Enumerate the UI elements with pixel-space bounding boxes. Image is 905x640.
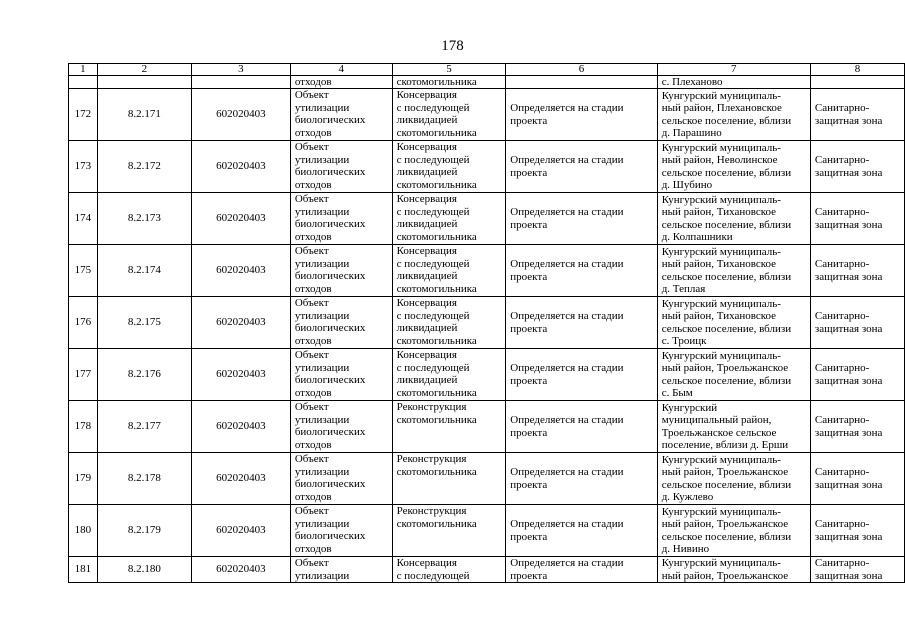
object-location-text: Кунгурский муниципаль- ный район, Тихановское сельское поселение, вблизи с. Троицк: [661, 297, 792, 347]
object-name-text: Объект утилизации биологических отходов: [294, 89, 366, 139]
objects-table: [68, 63, 905, 583]
object-name-text: Объект утилизации: [294, 557, 350, 582]
object-code-text: 8.2.175: [127, 316, 161, 329]
table-row: [69, 557, 905, 583]
row-number-text: 180: [74, 524, 92, 537]
object-zone-text: Санитарно- защитная зона: [814, 154, 883, 179]
object-action-text: Реконструкция скотомогильника: [396, 453, 477, 478]
object-term-text: Определяется на стадии проекта: [510, 102, 624, 127]
object-name: [290, 557, 392, 583]
table-row: [69, 89, 905, 141]
object-term: [506, 141, 657, 193]
object-location: [657, 505, 810, 557]
row-number-text: 174: [74, 212, 92, 225]
object-zone-text: Санитарно- защитная зона: [814, 206, 883, 231]
row-number-text: 176: [74, 316, 92, 329]
object-zone: [810, 76, 904, 89]
object-zone-text: Санитарно- защитная зона: [814, 102, 883, 127]
object-action-text: Реконструкция скотомогильника: [396, 401, 477, 426]
object-location-text: Кунгурский муниципаль- ный район, Тихановское сельское поселение, вблизи д. Колпашники: [661, 193, 792, 243]
object-term-text: Определяется на стадии проекта: [510, 258, 624, 283]
object-action-text: Консервация с последующей ликвидацией скотомогильника: [396, 349, 477, 399]
object-location: [657, 349, 810, 401]
object-action: [392, 245, 506, 297]
object-location-text: Кунгурский муниципальный район, Троельжанское сельское поселение, вблизи д. Ерши: [661, 401, 789, 451]
object-term: [506, 193, 657, 245]
classifier-code-text: 602020403: [216, 472, 266, 485]
row-number-text: 173: [74, 160, 92, 173]
object-name: [290, 89, 392, 141]
classifier-code: [192, 453, 291, 505]
object-zone: [810, 245, 904, 297]
object-action: [392, 297, 506, 349]
object-zone-text: Санитарно- защитная зона: [814, 414, 883, 439]
row-number-text: 172: [74, 108, 92, 121]
row-number: [69, 245, 98, 297]
object-location-text: Кунгурский муниципаль- ный район, Троельжанское сельское поселение, вблизи д. Кужлево: [661, 453, 792, 503]
object-zone: [810, 193, 904, 245]
row-number: [69, 401, 98, 453]
object-location: [657, 557, 810, 583]
object-action-text: Реконструкция скотомогильника: [396, 505, 477, 530]
continuation-row: [69, 76, 905, 89]
classifier-code: [192, 401, 291, 453]
object-action: [392, 193, 506, 245]
table-row: [69, 141, 905, 193]
object-name: [290, 193, 392, 245]
object-name-text: Объект утилизации биологических отходов: [294, 453, 366, 503]
object-term-text: Определяется на стадии проекта: [510, 414, 624, 439]
object-code-text: 8.2.176: [127, 368, 161, 381]
object-name-text: Объект утилизации биологических отходов: [294, 297, 366, 347]
object-action: [392, 401, 506, 453]
object-term-text: Определяется на стадии проекта: [510, 154, 624, 179]
classifier-code-text: 602020403: [216, 316, 266, 329]
classifier-code: [192, 89, 291, 141]
table-row: [69, 453, 905, 505]
object-action-text: Консервация с последующей ликвидацией скотомогильника: [396, 297, 477, 347]
classifier-code-text: 602020403: [216, 368, 266, 381]
object-location: [657, 297, 810, 349]
object-name: [290, 245, 392, 297]
object-name-text: Объект утилизации биологических отходов: [294, 193, 366, 243]
object-code: [97, 245, 191, 297]
row-number-text: 178: [74, 420, 92, 433]
object-zone: [810, 453, 904, 505]
object-location-text: Кунгурский муниципаль- ный район, Троельжанское: [661, 557, 789, 582]
object-zone-text: Санитарно- защитная зона: [814, 310, 883, 335]
object-name: [290, 349, 392, 401]
object-action: [392, 89, 506, 141]
object-term-text: Определяется на стадии проекта: [510, 206, 624, 231]
classifier-code: [192, 141, 291, 193]
classifier-code: [192, 193, 291, 245]
row-number-text: 181: [74, 563, 92, 576]
object-code-text: 8.2.180: [127, 563, 161, 576]
object-location-text: Кунгурский муниципаль- ный район, Троельжанское сельское поселение, вблизи с. Бым: [661, 349, 792, 399]
row-number-text: 177: [74, 368, 92, 381]
classifier-code-text: 602020403: [216, 524, 266, 537]
object-name: [290, 297, 392, 349]
header-cell: 7: [657, 64, 810, 76]
object-zone: [810, 505, 904, 557]
object-location-text: Кунгурский муниципаль- ный район, Тихановское сельское поселение, вблизи д. Теплая: [661, 245, 792, 295]
classifier-code-text: 602020403: [216, 264, 266, 277]
object-term: [506, 76, 657, 89]
page-number: 178: [441, 38, 464, 54]
object-name: [290, 453, 392, 505]
table-row: [69, 297, 905, 349]
object-name: [290, 505, 392, 557]
object-term-text: Определяется на стадии проекта: [510, 362, 624, 387]
object-action-text: Консервация с последующей ликвидацией скотомогильника: [396, 193, 477, 243]
classifier-code-text: 602020403: [216, 160, 266, 173]
object-zone: [810, 401, 904, 453]
object-name: [290, 141, 392, 193]
object-zone-text: Санитарно- защитная зона: [814, 258, 883, 283]
object-code: [97, 193, 191, 245]
row-number: [69, 505, 98, 557]
classifier-code-text: 602020403: [216, 212, 266, 225]
object-location-text: Кунгурский муниципаль- ный район, Неволинское сельское поселение, вблизи д. Шубино: [661, 141, 792, 191]
object-code: [97, 89, 191, 141]
classifier-code: [192, 557, 291, 583]
classifier-code: [192, 76, 291, 89]
classifier-code: [192, 349, 291, 401]
object-term: [506, 89, 657, 141]
object-action-text: Консервация с последующей ликвидацией скотомогильника: [396, 89, 477, 139]
object-name-text: Объект утилизации биологических отходов: [294, 349, 366, 399]
object-code: [97, 453, 191, 505]
object-code-text: 8.2.179: [127, 524, 161, 537]
object-action: [392, 141, 506, 193]
object-name-text: Объект утилизации биологических отходов: [294, 401, 366, 451]
object-term: [506, 245, 657, 297]
header-cell: 4: [290, 64, 392, 76]
object-zone: [810, 557, 904, 583]
object-term-text: Определяется на стадии проекта: [510, 518, 624, 543]
row-number: [69, 349, 98, 401]
row-number: [69, 557, 98, 583]
row-number: [69, 453, 98, 505]
classifier-code-text: 602020403: [216, 420, 266, 433]
object-location: с. Плеханово: [657, 76, 810, 89]
classifier-code: [192, 505, 291, 557]
header-cell: 6: [506, 64, 657, 76]
object-location: [657, 193, 810, 245]
row-number-text: 179: [74, 472, 92, 485]
object-location: [657, 401, 810, 453]
table-row: [69, 245, 905, 297]
object-location: [657, 89, 810, 141]
object-action: скотомогильника: [392, 76, 506, 89]
table-row: [69, 505, 905, 557]
object-action: [392, 453, 506, 505]
table-body: [69, 64, 905, 583]
object-code: [97, 505, 191, 557]
object-name-text: Объект утилизации биологических отходов: [294, 245, 366, 295]
column-number-header: [69, 64, 905, 76]
object-zone: [810, 89, 904, 141]
object-term: [506, 349, 657, 401]
object-location: [657, 453, 810, 505]
object-action-text: Консервация с последующей ликвидацией скотомогильника: [396, 141, 477, 191]
object-term-text: Определяется на стадии проекта: [510, 466, 624, 491]
object-code: [97, 76, 191, 89]
object-code-text: 8.2.177: [127, 420, 161, 433]
object-code-text: 8.2.174: [127, 264, 161, 277]
row-number: [69, 193, 98, 245]
object-name-text: Объект утилизации биологических отходов: [294, 505, 366, 555]
header-cell: 3: [192, 64, 291, 76]
header-cell: 1: [69, 64, 98, 76]
row-number: [69, 297, 98, 349]
object-code-text: 8.2.172: [127, 160, 161, 173]
object-action: [392, 349, 506, 401]
object-zone: [810, 297, 904, 349]
object-code: [97, 557, 191, 583]
object-name: отходов: [290, 76, 392, 89]
header-cell: 8: [810, 64, 904, 76]
object-term: [506, 297, 657, 349]
row-number: [69, 89, 98, 141]
object-term: [506, 557, 657, 583]
object-action-text: Консервация с последующей: [396, 557, 470, 582]
object-code: [97, 349, 191, 401]
object-zone-text: Санитарно- защитная зона: [814, 362, 883, 387]
header-cell: 5: [392, 64, 506, 76]
object-term: [506, 453, 657, 505]
object-location: [657, 141, 810, 193]
object-code: [97, 141, 191, 193]
table-row: [69, 193, 905, 245]
classifier-code: [192, 245, 291, 297]
object-zone-text: Санитарно- защитная зона: [814, 466, 883, 491]
object-location-text: Кунгурский муниципаль- ный район, Троельжанское сельское поселение, вблизи д. Нивино: [661, 505, 792, 555]
object-term: [506, 505, 657, 557]
object-term: [506, 401, 657, 453]
object-code-text: 8.2.178: [127, 472, 161, 485]
object-zone: [810, 349, 904, 401]
object-code: [97, 297, 191, 349]
object-code-text: 8.2.173: [127, 212, 161, 225]
object-code-text: 8.2.171: [127, 108, 161, 121]
object-name: [290, 401, 392, 453]
object-action-text: Консервация с последующей ликвидацией скотомогильника: [396, 245, 477, 295]
table-row: [69, 401, 905, 453]
object-zone-text: Санитарно- защитная зона: [814, 557, 883, 582]
row-number: [69, 141, 98, 193]
object-location-text: Кунгурский муниципаль- ный район, Плехановское сельское поселение, вблизи д. Парашино: [661, 89, 792, 139]
object-name-text: Объект утилизации биологических отходов: [294, 141, 366, 191]
object-zone: [810, 141, 904, 193]
header-cell: 2: [97, 64, 191, 76]
table-row: [69, 349, 905, 401]
classifier-code-text: 602020403: [216, 108, 266, 121]
classifier-code-text: 602020403: [216, 563, 266, 576]
object-action: [392, 505, 506, 557]
row-number-text: 175: [74, 264, 92, 277]
object-code: [97, 401, 191, 453]
classifier-code: [192, 297, 291, 349]
object-location: [657, 245, 810, 297]
object-zone-text: Санитарно- защитная зона: [814, 518, 883, 543]
object-term-text: Определяется на стадии проекта: [510, 557, 624, 582]
row-number: [69, 76, 98, 89]
object-action: [392, 557, 506, 583]
object-term-text: Определяется на стадии проекта: [510, 310, 624, 335]
